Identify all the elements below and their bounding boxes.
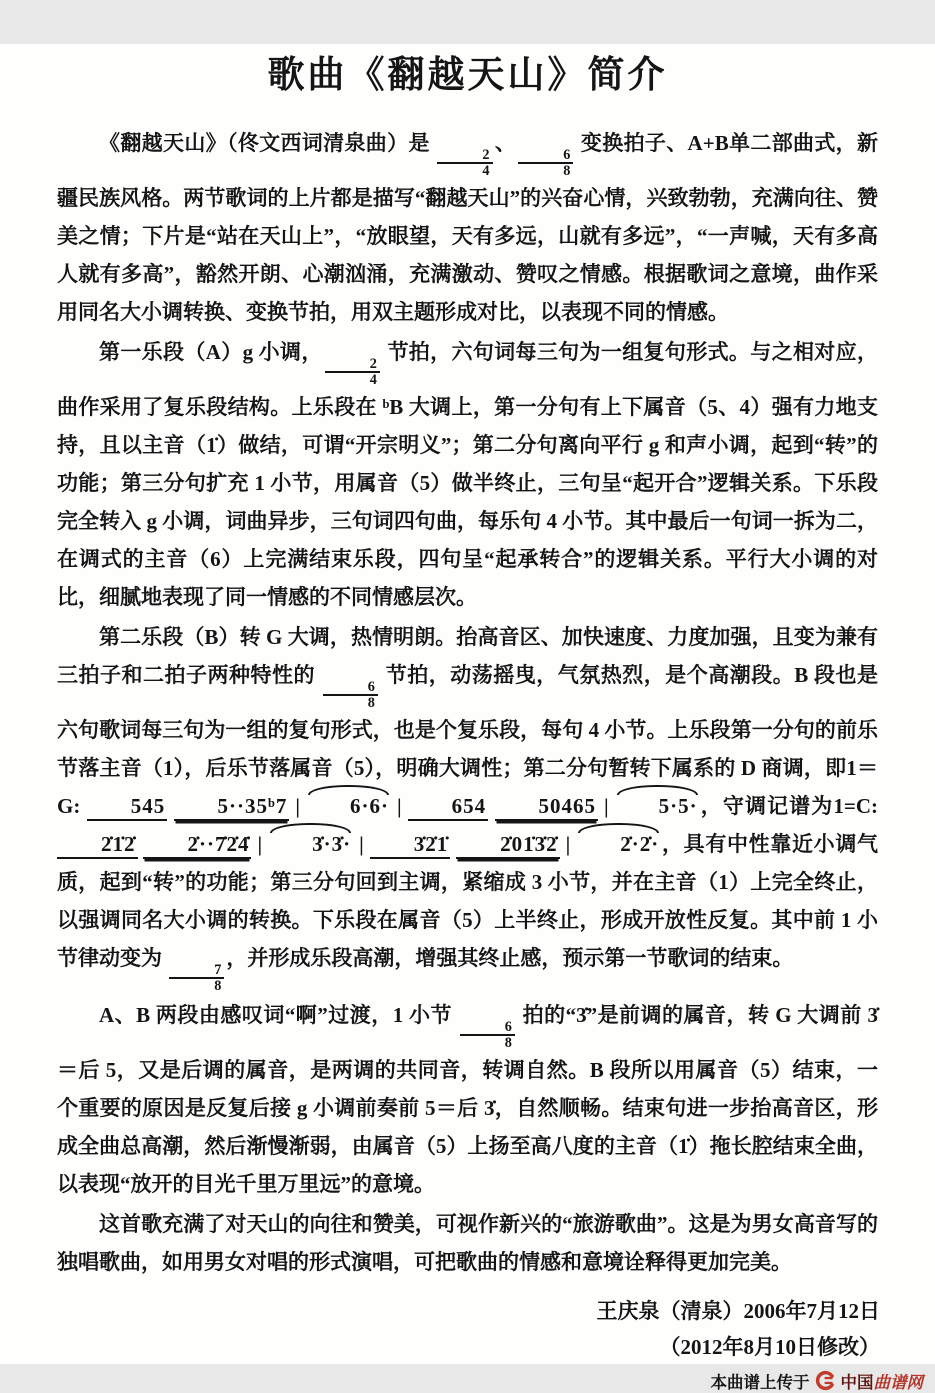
jianpu-notation: 2̇01̇3̇2̇ <box>456 832 560 859</box>
jianpu-notation: 545 <box>87 794 168 821</box>
jianpu-notation: 3̇·3̇· <box>268 832 353 857</box>
paragraph: 第二乐段（B）转 G 大调，热情明朗。抬高音区、加快速度、力度加强，且变为兼有三拍子和二拍子两种特性的 $\frac{6}{8}$ 节拍，动荡摇曳，气氛热烈，是个高潮段。B 段也是六句歌词每三句为一组的复句形式，也是个复乐段，每句 4 小节。上乐段第一分句的前乐节落主音（1），后乐节落属音（5），明确大调性；第二分句暂转下属系的 D 商调，即1＝G: 545 5··35ᵇ7 | 6·6· | 654 50465 | 5·5·，守调记谱为1=C: 2̇1̇2̇ 2̇··7̇2̇4̇ | 3̇·3̇· | 3̇2̇1̇ 2̇01̇3̇2̇ | 2̇·2̇·，具有中性靠近小调气质，起到“转”的功能；第三分句回到主调，紧缩成 3 小节，并在主音（1）上完全终止，以强调同名大小调的转换。下乐段在属音（5）上半终止，形成开放性反复。其中前 1 小节律动变为 $\frac{7}{8}$ ，并形成乐段高潮，增强其终止感，预示第一节歌词的结束。 <box>57 624 879 995</box>
jianpu-notation: 50465 <box>495 794 599 821</box>
barline: | <box>397 793 402 818</box>
paragraph: 《翻越天山》（佟文西词清泉曲）是 $\frac{2}{4}$ 、 $\frac{6}{8}$ 变换拍子、A+B单二部曲式，新疆民族风格。两节歌词的上片都是描写“翻越天山”的兴奋心情，兴致勃勃，充满向往、赞美之情；下片是“站在天山上”，“放眼望，天有多远，山就有多远”，“一声喊，天有多高人就有多高”，豁然开朗、心潮汹涌，充满激动、赞叹之情感。根据歌词之意境，曲作采用同名大小调转换、变换节拍，用双主题形成对比，以表现不同的情感。 <box>57 131 879 324</box>
footer <box>0 1369 923 1393</box>
paragraph: 这首歌充满了对天山的向往和赞美，可视作新兴的“旅游歌曲”。这是为男女高音写的独唱歌曲，如用男女对唱的形式演唱，可把歌曲的情感和意境诠释得更加完美。 <box>57 1211 878 1274</box>
signature-block <box>0 1293 880 1365</box>
time-signature-fraction: $\frac{2}{4}$ <box>435 148 494 179</box>
time-signature-fraction: $\frac{7}{8}$ <box>167 963 226 994</box>
time-signature-fraction: $\frac{6}{8}$ <box>516 148 575 179</box>
jianpu-notation: 2̇1̇2̇ <box>57 832 138 859</box>
time-signature-fraction: $\frac{2}{4}$ <box>323 357 382 388</box>
jianpu-notation: 2̇··7̇2̇4̇ <box>143 832 251 859</box>
barline: | <box>604 793 609 818</box>
paragraph: 第一乐段（A）g 小调， $\frac{2}{4}$ 节拍，六句词每三句为一组复句形式。与之相对应，曲作采用了复乐段结构。上乐段在 ᵇB 大调上，第一分句有上下属音（5、4）强有力地支持，且以主音（1̇）做结，可谓“开宗明义”；第二分句离向平行 g 和声小调，起到“转”的功能；第三分句扩充 1 小节，用属音（5）做半终止，三句呈“起开合”逻辑关系。下乐段完全转入 g 小调，词曲异步，三句词四句曲，每乐句 4 小节。其中最后一句词一拆为二，在调式的主音（6）上完满结束乐段，四句呈“起承转合”的逻辑关系。平行大小调的对比，细腻地表现了同一情感的不同情感层次。 <box>57 339 878 609</box>
barline: | <box>295 793 300 818</box>
jianpu-notation: 3̇2̇1̇ <box>370 832 451 859</box>
site-name <box>841 1369 924 1393</box>
site-name-secondary: 曲谱网 <box>873 1372 923 1392</box>
paragraphs <box>57 124 878 1281</box>
time-signature-fraction: $\frac{6}{8}$ <box>321 680 380 711</box>
document-page <box>0 44 935 1392</box>
signature-revision-date: （2012年8月10日修改） <box>659 1334 880 1359</box>
page-title: 歌曲《翻越天山》简介 <box>267 55 668 96</box>
jianpu-notation: 5·5· <box>615 794 700 819</box>
site-name-primary: 中国 <box>840 1372 874 1392</box>
time-signature-fraction: $\frac{6}{8}$ <box>458 1020 517 1051</box>
footer-upload-text: 本曲谱上传于 <box>710 1372 810 1392</box>
barline: | <box>359 831 364 856</box>
barline: | <box>257 831 263 856</box>
paragraph: A、B 两段由感叹词“啊”过渡，1 小节 $\frac{6}{8}$ 拍的“3̇”是前调的属音，转 G 大调前 3̇＝后 5，又是后调的属音，是两调的共同音，转调自然。B 段所以用属音（5）结束，一个重要的原因是反复后接 g 小调前奏前 5＝后 3̇，自然顺畅。结束句进一步抬高音区，形成全曲总高潮，然后渐慢渐弱，由属音（5）上扬至高八度的主音（1̇）拖长腔结束全曲，以表现“放开的目光千里万里远”的意境。 <box>57 1002 878 1196</box>
jianpu-notation: 654 <box>408 794 489 821</box>
signature-author-date: 王庆泉（清泉）2006年7月12日 <box>596 1298 880 1323</box>
barline: | <box>565 831 571 856</box>
jianpu-notation: 5··35ᵇ7 <box>174 794 290 821</box>
jianpu-notation: 6·6· <box>306 794 391 819</box>
jianpu-notation: 2̇·2̇· <box>576 832 661 857</box>
site-logo-icon <box>815 1370 836 1391</box>
document-body <box>57 124 878 1281</box>
